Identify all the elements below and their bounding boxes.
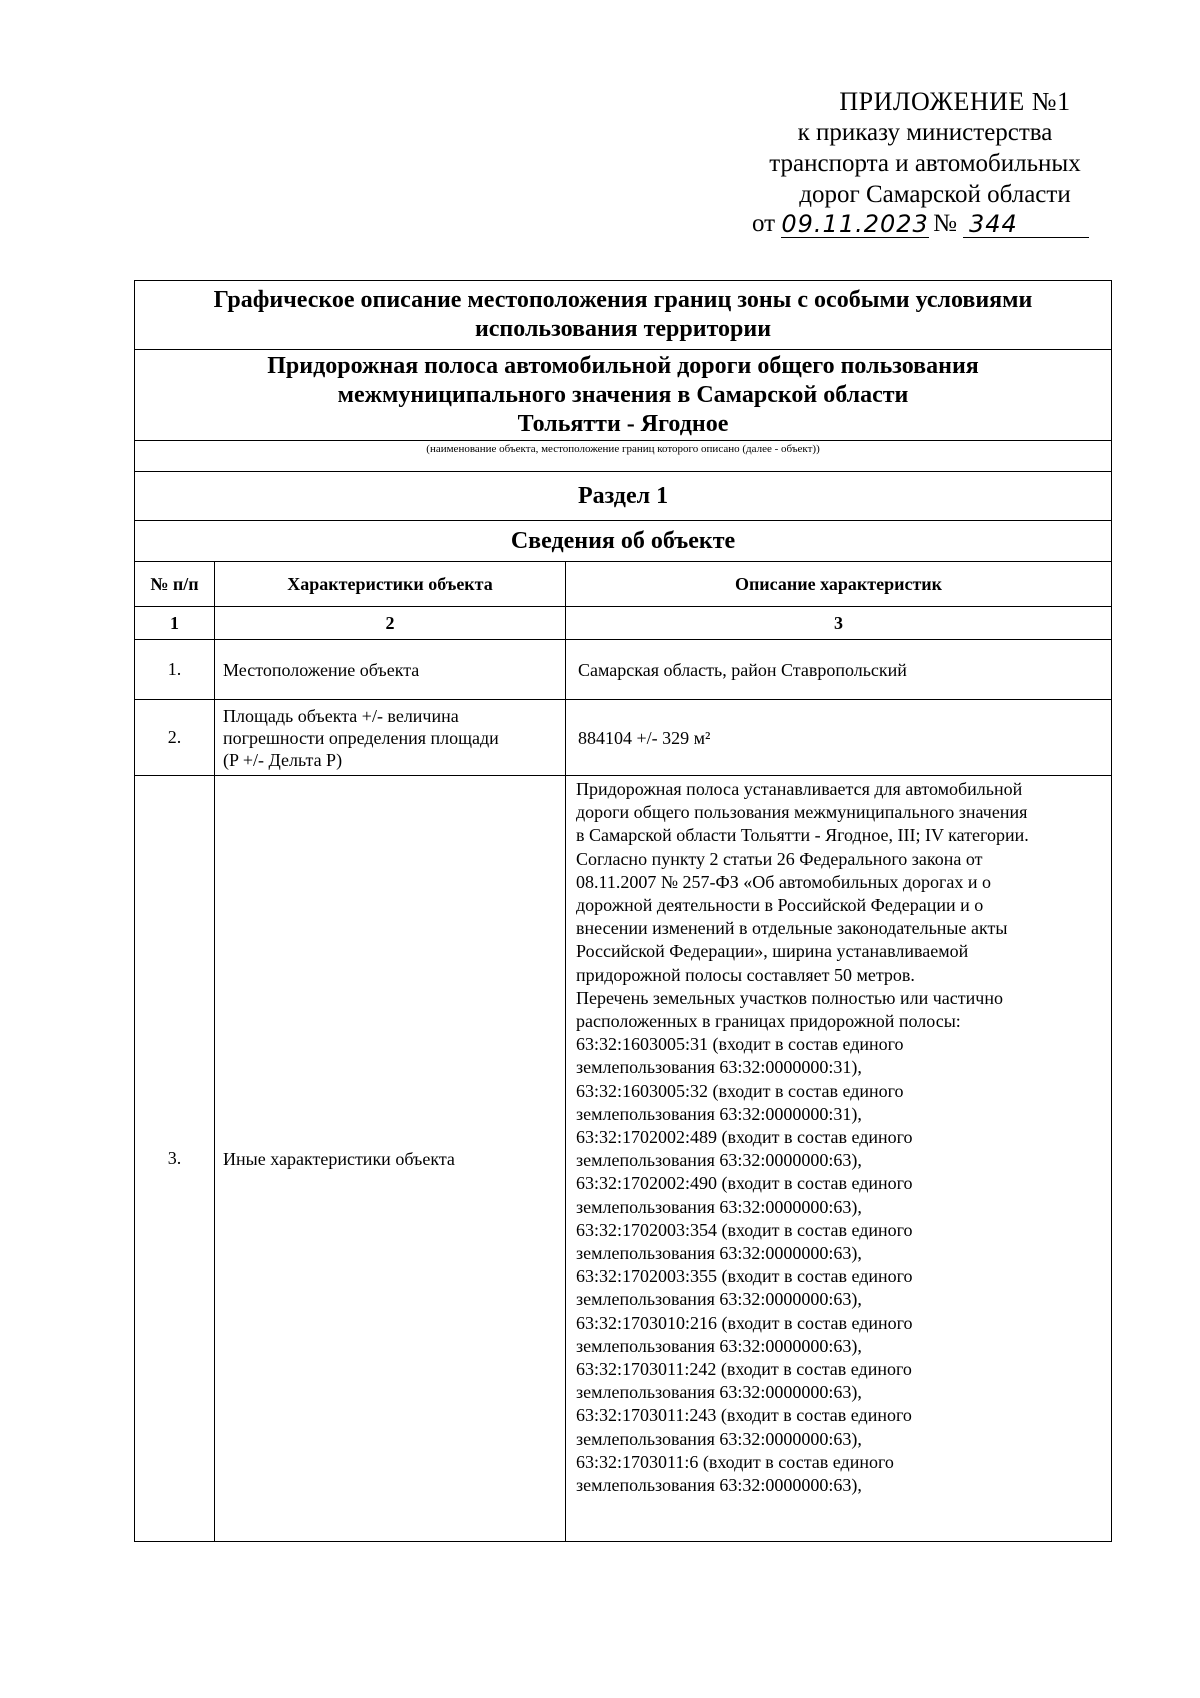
description-line: землепользования 63:32:0000000:63),: [576, 1150, 862, 1171]
object-name-line-1: Придорожная полоса автомобильной дороги общего пользования: [267, 352, 979, 379]
description-line: внесении изменений в отдельные законодательные акты: [576, 918, 1008, 939]
description-line: 08.11.2007 № 257-ФЗ «Об автомобильных дорогах и о: [576, 871, 991, 892]
description-line: 63:32:1703010:216 (входит в состав единого: [576, 1312, 913, 1333]
section-title: Сведения об объекте: [135, 521, 1112, 562]
row-number: 3.: [135, 776, 215, 1542]
from-label: от: [752, 210, 776, 237]
description-line: дорожной деятельности в Российской Федерации и о: [576, 895, 984, 916]
description-line: 63:32:1703011:242 (входит в состав единого: [576, 1359, 912, 1380]
column-number-3: 3: [566, 607, 1112, 640]
description-line: землепользования 63:32:0000000:63),: [576, 1289, 862, 1310]
description-line: землепользования 63:32:0000000:63),: [576, 1428, 862, 1449]
table-title: Графическое описание местоположения границ зоны с особыми условиями использования территории: [135, 281, 1112, 350]
object-name-line-3: Тольятти - Ягодное: [517, 410, 729, 437]
handwritten-date: 09.11.2023: [781, 210, 929, 238]
row-number: 2.: [135, 700, 215, 776]
description-line: Перечень земельных участков полностью или частично: [576, 987, 1003, 1008]
row-description: 884104 +/- 329 м²: [566, 700, 1112, 776]
object-name: [135, 350, 1112, 441]
description-line: расположенных в границах придорожной полосы:: [576, 1011, 961, 1032]
description-line: 63:32:1702003:354 (входит в состав единого: [576, 1219, 913, 1240]
description-line: придорожной полосы составляет 50 метров.: [576, 964, 915, 985]
object-name-line-2: межмуниципального значения в Самарской области: [337, 381, 909, 408]
appendix-line-2: к приказу министерства: [797, 119, 1053, 146]
row-characteristic: Местоположение объекта: [215, 640, 566, 700]
order-date-number: [752, 210, 1089, 238]
description-line: землепользования 63:32:0000000:31),: [576, 1103, 862, 1124]
characteristic-line: погрешности определения площади: [223, 727, 499, 748]
description-line: 63:32:1603005:32 (входит в состав единого: [576, 1080, 904, 1101]
description-line: землепользования 63:32:0000000:63),: [576, 1382, 862, 1403]
column-number-1: 1: [135, 607, 215, 640]
column-number-2: 2: [215, 607, 566, 640]
description-line: землепользования 63:32:0000000:63),: [576, 1243, 862, 1264]
description-line: 63:32:1603005:31 (входит в состав единого: [576, 1034, 904, 1055]
appendix-line-4: дорог Самарской области: [799, 181, 1071, 208]
section-heading: Раздел 1: [135, 472, 1112, 521]
column-header-description: Описание характеристик: [566, 562, 1112, 607]
object-name-caption: (наименование объекта, местоположение границ которого описано (далее - объект)): [135, 441, 1112, 472]
row-number: 1.: [135, 640, 215, 700]
description-line: землепользования 63:32:0000000:63),: [576, 1475, 862, 1496]
row-description: Самарская область, район Ставропольский: [566, 640, 1112, 700]
characteristic-line: Площадь объекта +/- величина: [223, 705, 459, 726]
description-line: 63:32:1703011:243 (входит в состав единого: [576, 1405, 912, 1426]
handwritten-number: 344: [963, 211, 1089, 238]
characteristic-line: (P +/- Дельта P): [223, 749, 343, 770]
row-characteristic: [215, 700, 566, 776]
description-line: Российской Федерации», ширина устанавливаемой: [576, 941, 969, 962]
description-line: землепользования 63:32:0000000:63),: [576, 1335, 862, 1356]
description-line: 63:32:1703011:6 (входит в состав единого: [576, 1451, 894, 1472]
description-line: 63:32:1702002:489 (входит в состав единого: [576, 1127, 913, 1148]
table-row: [135, 700, 1112, 776]
description-line: Придорожная полоса устанавливается для автомобильной: [576, 779, 1023, 799]
row-characteristic: Иные характеристики объекта: [215, 776, 566, 1542]
table-row: [135, 640, 1112, 700]
row-description: [566, 776, 1112, 1542]
column-header-characteristic: Характеристики объекта: [215, 562, 566, 607]
description-line: Согласно пункту 2 статьи 26 Федерального закона от: [576, 848, 983, 869]
object-info-table: [134, 280, 1112, 1542]
appendix-line-3: транспорта и автомобильных: [769, 150, 1081, 177]
column-header-number: № п/п: [135, 562, 215, 607]
description-line: в Самарской области Тольятти - Ягодное, III; IV категории.: [576, 825, 1029, 846]
description-line: 63:32:1702003:355 (входит в состав единого: [576, 1266, 913, 1287]
table-row: [135, 776, 1112, 1542]
description-line: землепользования 63:32:0000000:31),: [576, 1057, 862, 1078]
description-line: дороги общего пользования межмуниципального значения: [576, 802, 1028, 823]
description-line: 63:32:1702002:490 (входит в состав единого: [576, 1173, 913, 1194]
appendix-title: ПРИЛОЖЕНИЕ №1: [839, 87, 1071, 116]
number-label: №: [933, 210, 957, 237]
description-line: землепользования 63:32:0000000:63),: [576, 1196, 862, 1217]
appendix-header: [740, 86, 1110, 210]
